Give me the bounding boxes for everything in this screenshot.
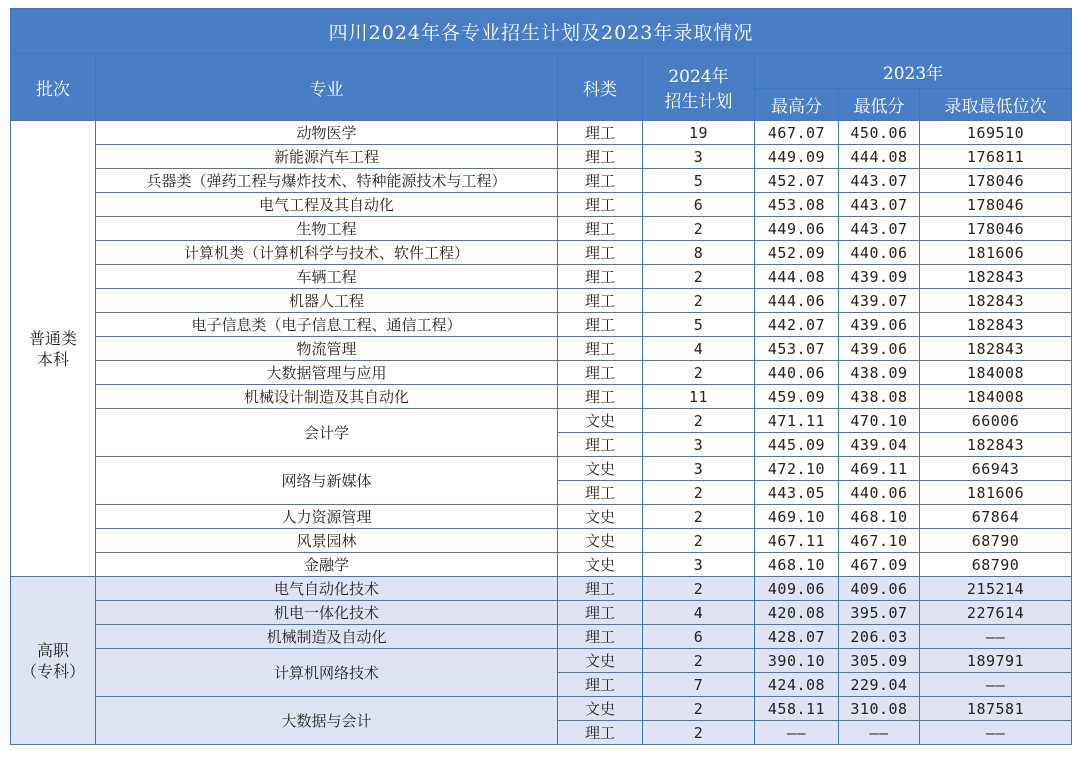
- lowest-score-cell: 443.07: [839, 193, 920, 217]
- major-name: 车辆工程: [96, 265, 558, 289]
- major-name: 物流管理: [96, 337, 558, 361]
- category-cell: 文史: [558, 505, 643, 529]
- category-cell: 理工: [558, 385, 643, 409]
- category-cell: 理工: [558, 265, 643, 289]
- lowest-score-cell: 444.08: [839, 145, 920, 169]
- min-rank-cell: 184008: [920, 361, 1072, 385]
- min-rank-cell: 182843: [920, 289, 1072, 313]
- plan-cell: 2: [643, 529, 755, 553]
- min-rank-cell: 182843: [920, 433, 1072, 457]
- highest-score-cell: 428.07: [755, 625, 839, 649]
- major-name: 机电一体化技术: [96, 601, 558, 625]
- plan-cell: 2: [643, 217, 755, 241]
- min-rank-cell: 176811: [920, 145, 1072, 169]
- header-category: 科类: [558, 54, 643, 121]
- batch-label-line2: （专科）: [20, 661, 85, 681]
- lowest-score-cell: 395.07: [839, 601, 920, 625]
- min-rank-cell: 67864: [920, 505, 1072, 529]
- major-name: 计算机网络技术: [96, 649, 558, 697]
- plan-cell: 4: [643, 337, 755, 361]
- highest-score-cell: 449.09: [755, 145, 839, 169]
- table-row: [11, 169, 1072, 193]
- highest-score-cell: 453.07: [755, 337, 839, 361]
- lowest-score-cell: 467.09: [839, 553, 920, 577]
- table-row: [11, 145, 1072, 169]
- major-name: 机械制造及自动化: [96, 625, 558, 649]
- lowest-score-cell: 438.08: [839, 385, 920, 409]
- min-rank-cell: 178046: [920, 217, 1072, 241]
- table-row: [11, 409, 1072, 433]
- min-rank-cell: 66943: [920, 457, 1072, 481]
- min-rank-cell: 169510: [920, 121, 1072, 145]
- table-row: [11, 265, 1072, 289]
- lowest-score-cell: 443.07: [839, 169, 920, 193]
- major-name: 计算机类（计算机科学与技术、软件工程）: [96, 241, 558, 265]
- table-row: [11, 697, 1072, 721]
- plan-cell: 4: [643, 601, 755, 625]
- table-row: [11, 241, 1072, 265]
- category-cell: 理工: [558, 625, 643, 649]
- plan-cell: 3: [643, 433, 755, 457]
- plan-cell: 3: [643, 457, 755, 481]
- header-plan-2024: [643, 54, 755, 121]
- min-rank-cell: 184008: [920, 385, 1072, 409]
- table-row: [11, 313, 1072, 337]
- header-min-rank: 录取最低位次: [920, 89, 1072, 121]
- batch-label-line1: 普通类: [28, 328, 77, 348]
- min-rank-cell: 178046: [920, 169, 1072, 193]
- major-name: 机械设计制造及其自动化: [96, 385, 558, 409]
- highest-score-cell: 409.06: [755, 577, 839, 601]
- plan-cell: 3: [643, 145, 755, 169]
- admission-table-container: [10, 8, 1071, 745]
- category-cell: 理工: [558, 433, 643, 457]
- lowest-score-cell: 439.09: [839, 265, 920, 289]
- min-rank-cell: ——: [920, 721, 1072, 745]
- table-row: [11, 553, 1072, 577]
- lowest-score-cell: ——: [839, 721, 920, 745]
- batch-label-line1: 高职: [36, 640, 69, 660]
- lowest-score-cell: 439.04: [839, 433, 920, 457]
- major-name: 新能源汽车工程: [96, 145, 558, 169]
- plan-cell: 2: [643, 505, 755, 529]
- highest-score-cell: 420.08: [755, 601, 839, 625]
- min-rank-cell: 66006: [920, 409, 1072, 433]
- category-cell: 文史: [558, 697, 643, 721]
- table-row: [11, 577, 1072, 601]
- min-rank-cell: 178046: [920, 193, 1072, 217]
- lowest-score-cell: 469.11: [839, 457, 920, 481]
- category-cell: 理工: [558, 577, 643, 601]
- lowest-score-cell: 409.06: [839, 577, 920, 601]
- plan-cell: 2: [643, 577, 755, 601]
- table-row: [11, 385, 1072, 409]
- plan-cell: 2: [643, 361, 755, 385]
- highest-score-cell: ——: [755, 721, 839, 745]
- lowest-score-cell: 468.10: [839, 505, 920, 529]
- plan-cell: 11: [643, 385, 755, 409]
- lowest-score-cell: 439.06: [839, 313, 920, 337]
- highest-score-cell: 469.10: [755, 505, 839, 529]
- table-row: [11, 505, 1072, 529]
- major-name: 动物医学: [96, 121, 558, 145]
- category-cell: 理工: [558, 601, 643, 625]
- plan-cell: 2: [643, 265, 755, 289]
- batch-label: [11, 121, 96, 577]
- highest-score-cell: 444.08: [755, 265, 839, 289]
- header-plan-line2: 招生计划: [664, 92, 733, 112]
- highest-score-cell: 449.06: [755, 217, 839, 241]
- lowest-score-cell: 440.06: [839, 241, 920, 265]
- plan-cell: 6: [643, 193, 755, 217]
- table-header: [11, 9, 1072, 121]
- lowest-score-cell: 438.09: [839, 361, 920, 385]
- highest-score-cell: 471.11: [755, 409, 839, 433]
- lowest-score-cell: 206.03: [839, 625, 920, 649]
- category-cell: 理工: [558, 673, 643, 697]
- highest-score-cell: 468.10: [755, 553, 839, 577]
- plan-cell: 2: [643, 289, 755, 313]
- plan-cell: 2: [643, 697, 755, 721]
- highest-score-cell: 440.06: [755, 361, 839, 385]
- plan-cell: 2: [643, 409, 755, 433]
- table-row: [11, 625, 1072, 649]
- major-name: 人力资源管理: [96, 505, 558, 529]
- major-name: 电气工程及其自动化: [96, 193, 558, 217]
- lowest-score-cell: 467.10: [839, 529, 920, 553]
- plan-cell: 7: [643, 673, 755, 697]
- highest-score-cell: 459.09: [755, 385, 839, 409]
- category-cell: 理工: [558, 289, 643, 313]
- table-row: [11, 193, 1072, 217]
- table-row: [11, 121, 1072, 145]
- category-cell: 理工: [558, 169, 643, 193]
- highest-score-cell: 445.09: [755, 433, 839, 457]
- min-rank-cell: 182843: [920, 265, 1072, 289]
- lowest-score-cell: 310.08: [839, 697, 920, 721]
- plan-cell: 2: [643, 721, 755, 745]
- category-cell: 理工: [558, 193, 643, 217]
- plan-cell: 6: [643, 625, 755, 649]
- highest-score-cell: 452.07: [755, 169, 839, 193]
- category-cell: 文史: [558, 553, 643, 577]
- min-rank-cell: 189791: [920, 649, 1072, 673]
- category-cell: 理工: [558, 121, 643, 145]
- min-rank-cell: ——: [920, 625, 1072, 649]
- table-title: 四川2024年各专业招生计划及2023年录取情况: [11, 9, 1072, 54]
- min-rank-cell: 215214: [920, 577, 1072, 601]
- category-cell: 文史: [558, 649, 643, 673]
- plan-cell: 8: [643, 241, 755, 265]
- table-row: [11, 289, 1072, 313]
- category-cell: 理工: [558, 241, 643, 265]
- category-cell: 文史: [558, 409, 643, 433]
- batch-label-line2: 本科: [36, 349, 69, 369]
- category-cell: 理工: [558, 145, 643, 169]
- lowest-score-cell: 440.06: [839, 481, 920, 505]
- table-row: [11, 649, 1072, 673]
- header-lowest-score: 最低分: [839, 89, 920, 121]
- min-rank-cell: 68790: [920, 553, 1072, 577]
- batch-label: [11, 577, 96, 745]
- category-cell: 理工: [558, 481, 643, 505]
- plan-cell: 2: [643, 481, 755, 505]
- table-row: [11, 217, 1072, 241]
- plan-cell: 19: [643, 121, 755, 145]
- batch-undergraduate: [11, 121, 1072, 577]
- highest-score-cell: 424.08: [755, 673, 839, 697]
- major-name: 电子信息类（电子信息工程、通信工程）: [96, 313, 558, 337]
- min-rank-cell: 181606: [920, 481, 1072, 505]
- lowest-score-cell: 450.06: [839, 121, 920, 145]
- lowest-score-cell: 439.06: [839, 337, 920, 361]
- lowest-score-cell: 470.10: [839, 409, 920, 433]
- table-row: [11, 361, 1072, 385]
- category-cell: 理工: [558, 337, 643, 361]
- highest-score-cell: 467.07: [755, 121, 839, 145]
- header-year-2023: 2023年: [755, 54, 1072, 89]
- table-row: [11, 529, 1072, 553]
- highest-score-cell: 467.11: [755, 529, 839, 553]
- major-name: 网络与新媒体: [96, 457, 558, 505]
- lowest-score-cell: 439.07: [839, 289, 920, 313]
- category-cell: 理工: [558, 313, 643, 337]
- admission-table: [10, 8, 1072, 745]
- category-cell: 理工: [558, 721, 643, 745]
- major-name: 生物工程: [96, 217, 558, 241]
- header-major: 专业: [96, 54, 558, 121]
- highest-score-cell: 390.10: [755, 649, 839, 673]
- plan-cell: 2: [643, 649, 755, 673]
- plan-cell: 5: [643, 169, 755, 193]
- plan-cell: 5: [643, 313, 755, 337]
- category-cell: 文史: [558, 457, 643, 481]
- table-row: [11, 457, 1072, 481]
- min-rank-cell: 227614: [920, 601, 1072, 625]
- batch-vocational: [11, 577, 1072, 745]
- min-rank-cell: 187581: [920, 697, 1072, 721]
- highest-score-cell: 452.09: [755, 241, 839, 265]
- major-name: 兵器类（弹药工程与爆炸技术、特种能源技术与工程）: [96, 169, 558, 193]
- major-name: 金融学: [96, 553, 558, 577]
- major-name: 大数据管理与应用: [96, 361, 558, 385]
- highest-score-cell: 453.08: [755, 193, 839, 217]
- major-name: 风景园林: [96, 529, 558, 553]
- min-rank-cell: ——: [920, 673, 1072, 697]
- header-highest-score: 最高分: [755, 89, 839, 121]
- category-cell: 文史: [558, 529, 643, 553]
- major-name: 会计学: [96, 409, 558, 457]
- table-row: [11, 601, 1072, 625]
- highest-score-cell: 458.11: [755, 697, 839, 721]
- min-rank-cell: 182843: [920, 337, 1072, 361]
- category-cell: 理工: [558, 361, 643, 385]
- highest-score-cell: 442.07: [755, 313, 839, 337]
- lowest-score-cell: 443.07: [839, 217, 920, 241]
- highest-score-cell: 472.10: [755, 457, 839, 481]
- min-rank-cell: 68790: [920, 529, 1072, 553]
- min-rank-cell: 181606: [920, 241, 1072, 265]
- major-name: 大数据与会计: [96, 697, 558, 745]
- header-batch: 批次: [11, 54, 96, 121]
- plan-cell: 3: [643, 553, 755, 577]
- highest-score-cell: 444.06: [755, 289, 839, 313]
- min-rank-cell: 182843: [920, 313, 1072, 337]
- table-row: [11, 337, 1072, 361]
- lowest-score-cell: 229.04: [839, 673, 920, 697]
- major-name: 电气自动化技术: [96, 577, 558, 601]
- category-cell: 理工: [558, 217, 643, 241]
- highest-score-cell: 443.05: [755, 481, 839, 505]
- header-plan-line1: 2024年: [668, 67, 729, 87]
- major-name: 机器人工程: [96, 289, 558, 313]
- lowest-score-cell: 305.09: [839, 649, 920, 673]
